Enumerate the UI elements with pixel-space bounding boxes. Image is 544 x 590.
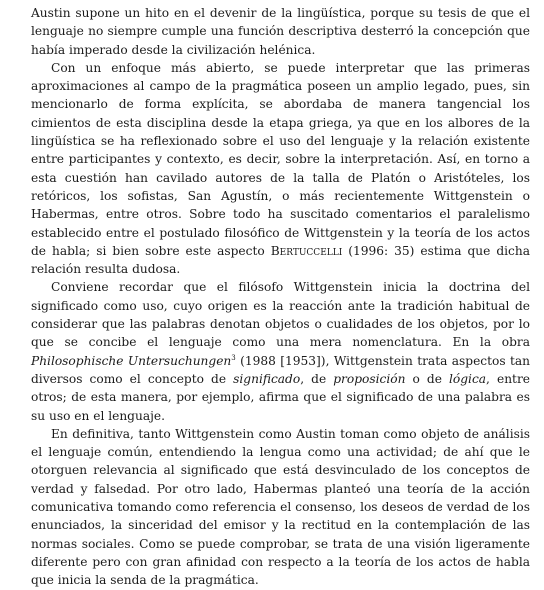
text-run: Con un enfoque más abierto, se puede interpretar que las primeras aproximaciones al campo de la pragmática poseen un amplio legado, pues, sin mencionarlo de forma explícita, se abordaba de manera tangencial los cimientos de esta disciplina desde la etapa griega, ya que en los albores de la lingüística se ha reflexionado sobre el uso del lenguaje y la relación existente entre participantes y contexto, es decir, sobre la interpretación. Así, en torno a esta cuestión han cavilado autores de la talla de Platón o Aristóteles, los retóricos, los sofistas, San Agustín, o más recientemente Wittgenstein o Habermas, entre otros. Sobre todo ha suscitado comentarios el paralelismo establecido entre el postulado filosófico de Wittgenstein y la teoría de los actos de habla; si bien sobre este aspecto — [31, 60, 530, 258]
paragraph-1 — [31, 4, 530, 59]
text-run: (1996: 35) estima que dicha relación resulta dudosa. — [31, 243, 530, 277]
italic-text: lógica — [449, 371, 487, 386]
paragraph-4 — [31, 425, 530, 590]
italic-text: Philosophische Untersuchungen — [31, 353, 232, 368]
text-run: , de — [300, 371, 334, 386]
text-run: , entre otros; de esta manera, por ejemplo, afirma que el significado de una palabra es su uso en el lenguaje. — [31, 371, 530, 423]
paragraph-2 — [31, 59, 530, 279]
text-run: o de — [405, 371, 450, 386]
paragraph-3 — [31, 278, 530, 424]
author-citation: Bertuccelli — [270, 243, 343, 258]
text-run: Conviene recordar que el filósofo Wittgenstein inicia la doctrina del significado como uso, cuyo origen es la reacción ante la tradición habitual de considerar que las palabras denotan objetos o cualidades de los objetos, por lo que se concibe el lenguaje como una mera nomenclatura. En la obra — [31, 280, 530, 350]
text-run: (1988 [1953]), Wittgenstein trata aspectos tan diversos como el concepto de — [31, 353, 530, 386]
footnote-marker: 3 — [231, 353, 236, 362]
text-run: En definitiva, tanto Wittgenstein como Austin toman como objeto de análisis el lenguaje común, entendiendo la lengua como una actividad; de ahí que le otorguen relevancia al significado que está desvinculado de los conceptos de verdad y falsedad. Por otro lado, Habermas planteó una teoría de la acción comunicativa tomando como referencia el consenso, los deseos de verdad de los enunciados, la sinceridad del emisor y la rectitud en la contemplación de las normas sociales. Como se puede comprobar, se trata de una visión ligeramente diferente pero con gran afinidad con respecto a la teoría de los actos de habla que inicia la senda de la pragmática. — [31, 426, 530, 588]
body-text — [31, 4, 530, 590]
text-run: Austin supone un hito en el devenir de la lingüística, porque su tesis de que el lenguaje no siempre cumple una función descriptiva desterró la concepción que había imperado desde la civilización helénica. — [31, 6, 530, 57]
italic-text: proposición — [333, 371, 406, 386]
italic-text: significado — [233, 371, 301, 386]
